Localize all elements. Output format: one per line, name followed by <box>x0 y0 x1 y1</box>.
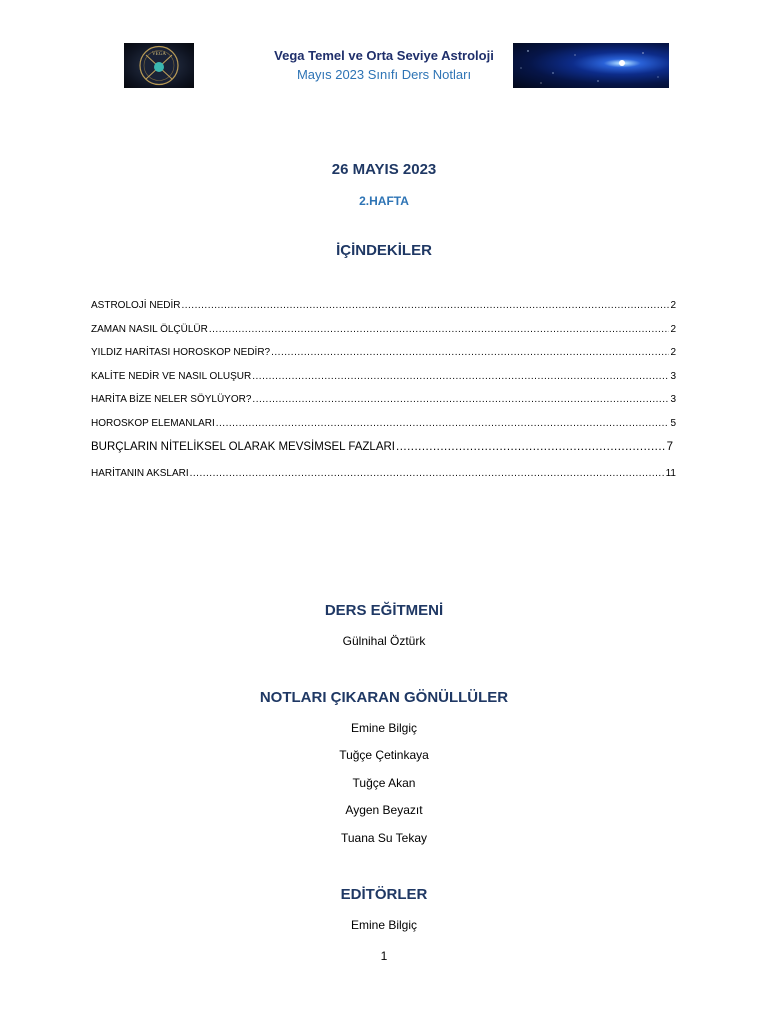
toc-leader <box>396 441 666 453</box>
header-subtitle: Mayıs 2023 Sınıfı Ders Notları <box>296 67 472 82</box>
volunteer-name: Aygen Beyazıt <box>345 803 423 817</box>
toc-item-page: 2 <box>670 300 676 311</box>
star-icon <box>513 43 669 88</box>
toc-leader <box>271 347 669 358</box>
toc-leader <box>209 324 670 335</box>
toc-item-label: HOROSKOP ELEMANLARI <box>91 418 215 429</box>
toc-item-label: KALİTE NEDİR VE NASIL OLUŞUR <box>91 371 252 382</box>
volunteer-name: Tuğçe Akan <box>352 776 416 790</box>
toc-item-page: 3 <box>670 371 676 382</box>
volunteers-title: NOTLARI ÇIKARAN GÖNÜLLÜLER <box>259 689 509 706</box>
toc-item[interactable] <box>91 324 676 335</box>
toc-item-label: HARİTANIN AKSLARI <box>91 468 189 479</box>
document-date: 26 MAYIS 2023 <box>331 161 437 178</box>
toc-leader <box>252 371 669 382</box>
toc-leader <box>252 394 669 405</box>
toc-leader <box>190 468 665 479</box>
logo-text: VEGA <box>152 52 166 57</box>
toc-item-label: ZAMAN NASIL ÖLÇÜLÜR <box>91 324 208 335</box>
toc-item[interactable] <box>91 441 673 453</box>
toc-item-page: 7 <box>666 441 673 453</box>
toc-title: İÇİNDEKİLER <box>336 242 432 259</box>
toc-item-label: ASTROLOJİ NEDİR <box>91 300 181 311</box>
toc-item[interactable] <box>91 300 676 311</box>
toc-item[interactable] <box>91 347 676 358</box>
volunteer-name: Tuana Su Tekay <box>340 831 428 845</box>
editors-title: EDİTÖRLER <box>340 886 428 903</box>
toc-leader <box>181 300 669 311</box>
toc-item-label: BURÇLARIN NİTELİKSEL OLARAK MEVSİMSEL FAZLARI <box>91 441 395 453</box>
vega-emblem-icon <box>124 43 194 88</box>
volunteer-name: Tuğçe Çetinkaya <box>339 748 429 762</box>
toc-item[interactable] <box>91 394 676 405</box>
toc-item-label: YILDIZ HARİTASI HOROSKOP NEDİR? <box>91 347 271 358</box>
starfield-image <box>513 43 669 88</box>
toc-item-page: 2 <box>670 324 676 335</box>
volunteer-name: Emine Bilgiç <box>350 721 418 735</box>
toc-item[interactable] <box>91 418 676 429</box>
toc-item-page: 3 <box>670 394 676 405</box>
vega-logo <box>124 43 194 88</box>
toc-item-page: 5 <box>670 418 676 429</box>
page-number: 1 <box>380 949 388 963</box>
header-title: Vega Temel ve Orta Seviye Astroloji <box>274 48 494 63</box>
toc-item-page: 11 <box>665 468 676 479</box>
toc-item-page: 2 <box>670 347 676 358</box>
toc-item[interactable] <box>91 371 676 382</box>
toc-item[interactable] <box>91 468 676 479</box>
editor-name: Emine Bilgiç <box>350 918 418 932</box>
week-label: 2.HAFTA <box>359 194 409 208</box>
toc-leader <box>216 418 670 429</box>
instructor-title: DERS EĞİTMENİ <box>324 602 444 619</box>
instructor-name: Gülnihal Öztürk <box>342 634 426 648</box>
toc-item-label: HARİTA BİZE NELER SÖYLÜYOR? <box>91 394 252 405</box>
